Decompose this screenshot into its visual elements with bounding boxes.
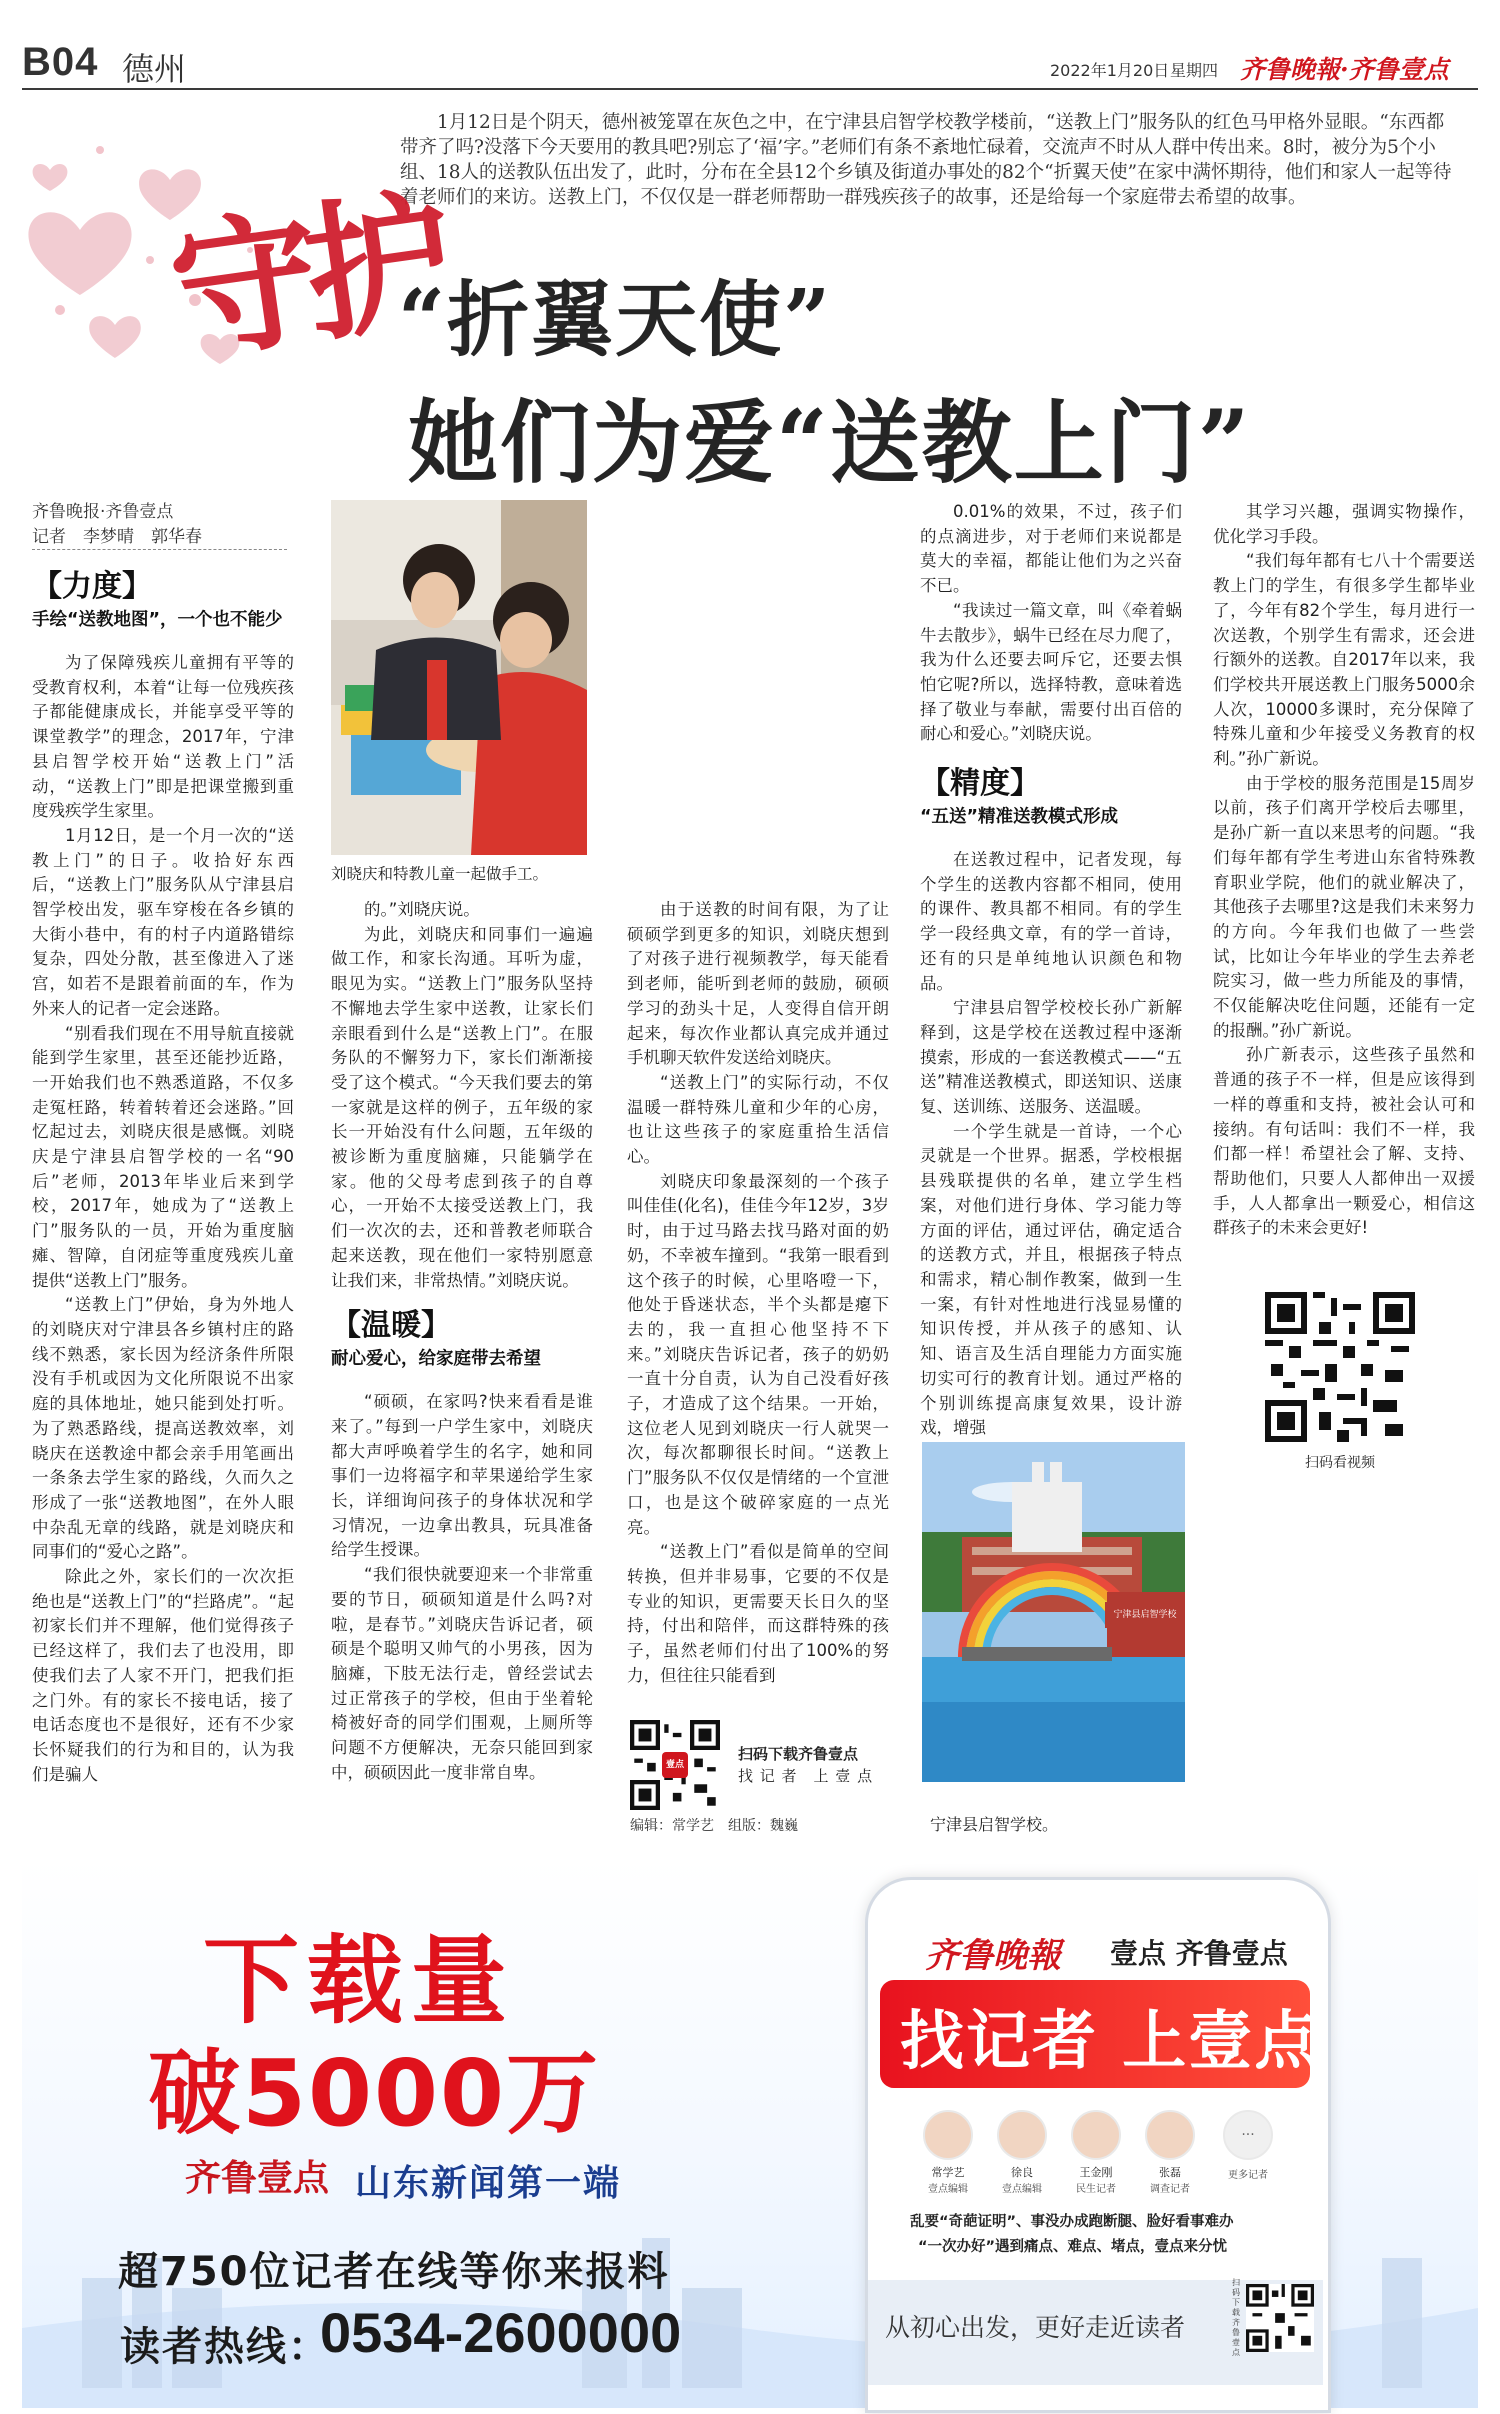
byline-source: 齐鲁晚报·齐鲁壹点 [32, 502, 174, 522]
section-sub-lidu: 手绘“送教地图”，一个也不能少 [32, 610, 283, 630]
masthead-brand: 齐鲁晚報·齐鲁壹点 [1240, 55, 1449, 84]
phone-text-line-2: “一次办好”遇到痛点、难点、堵点，壹点来分忧 [918, 2239, 1228, 2255]
photo-caption-2: 宁津县启智学校。 [930, 1815, 1059, 1834]
reporter-card[interactable] [922, 2110, 974, 2195]
reporter-role: 壹点编辑 [928, 2184, 968, 2195]
ad-breakthrough-headline: 破5000万 [148, 2040, 601, 2147]
column-2 [331, 898, 593, 1786]
paragraph: “硕硕，在家吗?快来看看是谁来了。”每到一户学生家中，刘晓庆都大声呼唤着学生的名字，她和同事们一边将福字和苹果递给学生家长，详细询问孩子的身体状况和学习情况，一边拿出教具，玩具准备给学生授课。 [331, 1392, 593, 1560]
paragraph: “我们很快就要迎来一个非常重要的节日，硕硕知道是什么吗?对啦，是春节。”刘晓庆告诉记者，硕硕是个聪明又帅气的小男孩，因为脑瘫，下肢无法行走，曾经尝试去过正常孩子的学校，但由于坐着轮椅被好奇的同学们围观，上厕所等问题不方便解决，无奈只能回到家中，硕硕因此一度非常自卑。 [331, 1565, 593, 1782]
phone-banner-text: 找记者 上壹点 [900, 2005, 1321, 2079]
editors-credit: 编辑：常学艺 组版：魏巍 [630, 1818, 798, 1834]
ad-download-headline: 下载量 [203, 1925, 515, 2037]
qr-caption-slogan: 找 记 者 上 壹 点 [738, 1767, 874, 1785]
paragraph: “别看我们现在不用导航直接就能到学生家里，甚至还能抄近路，一开始我们也不熟悉道路，不仅多走冤枉路，转着转着还会迷路。”回忆起过去，刘晓庆很是感慨。刘晓庆是宁津县启智学校的一名“90后”老师，2013年毕业后来到学校，2017年，她成为了“送教上门”服务队的一员，开始为重度脑瘫、智障，自闭症等重度残疾儿童提供“送教上门”服务。 [32, 1023, 294, 1290]
reporter-role: 民生记者 [1076, 2184, 1116, 2195]
paragraph: 一个学生就是一首诗，一个心灵就是一个世界。据悉，学校根据县残联提供的名单，建立学生档案，对他们进行身体、学习能力等方面的评估，通过评估，确定适合的送教方式，并且，根据孩子特点和需求，精心制作教案，做到一生一案，有针对性地进行浅显易懂的知识传授，并从孩子的感知、认知、语言及生活自理能力方面实施切实可行的教育计划。通过严格的个别训练提高康复效果，设计游戏，增强 [920, 1121, 1182, 1438]
column-5 [1213, 500, 1475, 1241]
qr-caption-download: 扫码下载齐鲁壹点 [738, 1745, 859, 1763]
title-art-shouhu: 守护 [160, 172, 451, 382]
paragraph: 在送教过程中，记者发现，每个学生的送教内容都不相同，使用的课件、教具都不相同。有的学生学一段经典文章，有的学一首诗，还有的只是单纯地认识颜色和物品。 [920, 850, 1182, 993]
section-sub-wennuan: 耐心爱心，给家庭带去希望 [331, 1349, 541, 1370]
paragraph: “我们每年都有七八十个需要送教上门的学生，有很多学生都毕业了，今年有82个学生，每月进行一次送教，个别学生有需求，还会进行额外的送教。自2017年以来，我们学校共开展送教上门服务5000余人次，10000多课时，充分保障了特殊儿童和少年接受义务教育的权利。”孙广新说。 [1213, 551, 1475, 769]
section-head-lidu: 【力度】 [32, 569, 152, 604]
reporter-name: 常学艺 [931, 2166, 965, 2179]
paragraph: 除此之外，家长们的一次次拒绝也是“送教上门”的“拦路虎”。“起初家长们并不理解，他们觉得孩子已经这样了，我们去了也没用，即使我们去了人家不开门，把我们拒之门外。有的家长不接电话，接了电话态度也不是很好，还有不少家长怀疑我们的行为和目的，认为我们是骗人 [32, 1567, 294, 1784]
paragraph: 0.01%的效果，不过，孩子们的点滴进步，对于老师们来说都是莫大的幸福，都能让他们为之兴奋不已。 [920, 502, 1182, 596]
photo-teacher-with-child [331, 500, 587, 855]
phone-brand-app: 壹点 齐鲁壹点 [1110, 1937, 1288, 1970]
paragraph: 1月12日，是一个月一次的“送教上门”的日子。收拾好东西后，“送教上门”服务队从宁津县启智学校出发，驱车穿梭在各乡镇的大街小巷中，有的村子内道路错综复杂，四处分散，甚至像进入了迷宫，如若不是跟着前面的车，作为外来人的记者一定会迷路。 [32, 825, 294, 1018]
paragraph: 为此，刘晓庆和同事们一遍遍做工作，和家长沟通。耳听为虚，眼见为实。“送教上门”服务队坚持不懈地去学生家中送教，让家长们亲眼看到什么是“送教上门”。在服务队的不懈努力下，家长们渐渐接受了这个模式。“今天我们要去的第一家就是这样的例子，五年级的家长一开始没有什么问题，五年级的被诊断为重度脑瘫，只能躺学在家。他的父母考虑到孩子的自尊心，一开始不太接受送教上门，我们一次次的去，还和普教老师联合起来送教，现在他们一家特别愿意让我们来，非常热情。”刘晓庆说。 [331, 924, 593, 1290]
byline-reporters: 记者 李梦晴 郭华春 [32, 527, 202, 547]
byline-rule [32, 549, 287, 550]
reporter-role: 调查记者 [1150, 2184, 1190, 2195]
paragraph: “送教上门”看似是简单的空间转换，但并非易事，它要的不仅是专业的知识，更需要天长日久的坚持，付出和陪伴，而这群特殊的孩子，虽然老师们付出了100%的努力，但往往只能看到 [627, 1542, 889, 1685]
section-head-wennuan: 【温暖】 [331, 1308, 451, 1344]
page-number: B04 [22, 40, 99, 84]
photo-caption-1: 刘晓庆和特教儿童一起做手工。 [331, 865, 549, 883]
phone-side-caption: 扫码下载齐鲁壹点 [1232, 2278, 1240, 2357]
section-head-jingdu: 【精度】 [920, 766, 1040, 802]
issue-date: 2022年1月20日 [1050, 61, 1170, 80]
reporter-role: 更多记者 [1228, 2170, 1268, 2181]
headline-line-1: “折翼天使” [398, 272, 833, 368]
paragraph: 刘晓庆印象最深刻的一个孩子叫佳佳(化名)，佳佳今年12岁，3岁时，由于过马路去找马路对面的奶奶，不幸被车撞到。“我第一眼看到这个孩子的时候，心里咯噔一下，他处于昏迷状态，半个头都是瘪下去的，我一直担心他坚持不下来。”刘晓庆告诉记者，孩子的奶奶一直十分自责，认为自己没看好孩子，才造成了这个结果。一开始，这位老人见到刘晓庆一行人就哭一次，每次都聊很长时间。“送教上门”服务队不仅仅是情绪的一个宣泄口，也是这个破碎家庭的一点光亮。 [627, 1171, 889, 1537]
ad-hotline-label: 读者热线： [120, 2324, 330, 2370]
reporter-name: 张磊 [1159, 2166, 1181, 2179]
reporter-name: 王金刚 [1079, 2166, 1113, 2179]
paragraph: 由于学校的服务范围是15周岁以前，孩子们离开学校后去哪里，是孙广新一直以来思考的问题。“我们每年都有学生考进山东省特殊教育职业学院，他们的就业解决了，其他孩子去哪里?这是我们未来努力的方向。今年我们也做了一些尝试，比如让今年毕业的学生去养老院实习，做一些力所能及的事情，不仅能解决吃住问题，还能有一定的报酬。”孙广新说。 [1213, 773, 1475, 1040]
school-sign-text: 宁津县启智学校 [1105, 1602, 1185, 1628]
lead-paragraph: 1月12日是个阴天，德州被笼罩在灰色之中，在宁津县启智学校教学楼前，“送教上门”服务队的红色马甲格外显眼。“东西都带齐了吗?没落下今天要用的教具吧?别忘了‘福’字。”老师们有条不紊地忙碌着，交流声不时从人群中传出来。8时，被分为5个小组、18人的送教队伍出发了，此时，分布在全县12个乡镇及街道办事处的82个“折翼天使”在家中满怀期待，他们和家人一起等待着老师们的来访。送教上门，不仅仅是一群老师帮助一群残疾孩子的故事，还是给每一个家庭带去希望的故事。 [400, 112, 1452, 208]
ad-brand: 齐鲁壹点 [185, 2157, 330, 2199]
phone-brand-newspaper: 齐鲁晚報 [925, 1936, 1061, 1976]
section-region: 德州 [122, 50, 187, 88]
avatar [923, 2110, 973, 2160]
qr-caption-video: 扫码看视频 [1305, 1455, 1375, 1471]
avatar [997, 2110, 1047, 2160]
ad-slogan: 山东新闻第一端 [355, 2163, 622, 2204]
reporter-card[interactable] [1144, 2110, 1196, 2195]
column-4 [920, 500, 1182, 1441]
paragraph: 为了保障残疾儿童拥有平等的受教育权利，本着“让每一位残疾孩子都能健康成长，并能享受平等的课堂教学”的理念，2017年，宁津县启智学校开始“送教上门”活动，“送教上门”即是把课堂搬到重度残疾学生家里。 [32, 653, 294, 821]
paragraph: 的。”刘晓庆说。 [364, 900, 480, 919]
qr-app-logo: 壹点 [662, 1752, 688, 1778]
reporter-role: 壹点编辑 [1002, 2184, 1042, 2195]
ad-hotline-number[interactable]: 0534-2600000 [320, 2301, 682, 2364]
issue-weekday: 星期四 [1170, 61, 1219, 80]
more-reporters-button[interactable] [1222, 2110, 1274, 2181]
column-3 [627, 898, 889, 1689]
paragraph: 宁津县启智学校校长孙广新解释到，这是学校在送教过程中逐渐摸索，形成的一套送教模式——“五送”精准送教模式，即送知识、送康复、送训练、送服务、送温暖。 [920, 998, 1182, 1117]
ad-reporters-online: 超750位记者在线等你来报料 [118, 2249, 670, 2295]
reporter-card[interactable] [1070, 2110, 1122, 2195]
avatar [1145, 2110, 1195, 2160]
column-1 [32, 568, 294, 1787]
paragraph: “送教上门”的实际行动，不仅温暖一群特殊儿童和少年的心房，也让这些孩子的家庭重拾生活信心。 [627, 1072, 889, 1167]
phone-text-line-1: 乱要“奇葩证明”、事没办成跑断腿、脸好看事难办 [910, 2214, 1234, 2230]
phone-closing-slogan: 从初心出发，更好走近读者 [885, 2313, 1186, 2342]
avatar [1071, 2110, 1121, 2160]
paragraph: “我读过一篇文章，叫《牵着蜗牛去散步》，蜗牛已经在尽力爬了，我为什么还要去呵斥它，还要去惧怕它呢?所以，选择特教，意味着选择了敬业与奉献，需要付出百倍的耐心和爱心。”刘晓庆说。 [920, 600, 1182, 744]
paragraph: 孙广新表示，这些孩子虽然和普通的孩子不一样，但是应该得到一样的尊重和支持，被社会认可和接纳。有句话叫：我们不一样，我们都一样！希望社会了解、支持、帮助他们，只要人人都伸出一双援手，人人都拿出一颗爱心，相信这群孩子的未来会更好! [1213, 1045, 1475, 1238]
reporter-card[interactable] [996, 2110, 1048, 2195]
qr-code-ad[interactable] [1246, 2284, 1314, 2352]
paragraph: “送教上门”伊始，身为外地人的刘晓庆对宁津县各乡镇村庄的路线不熟悉，家长因为经济条件所限没有手机或因为文化所限说不出家庭的具体地址，她只能到处打听。为了熟悉路线，提高送教效率，刘晓庆在送教途中都会亲手用笔画出一条条去学生家的路线，久而久之形成了一张“送教地图”，在外人眼中杂乱无章的线路，就是刘晓庆和同事们的“爱心之路”。 [32, 1295, 294, 1562]
more-icon: ··· [1223, 2110, 1273, 2160]
headline-line-2: 她们为爱“送教上门” [408, 390, 1252, 496]
section-sub-jingdu: “五送”精准送教模式形成 [920, 807, 1119, 828]
header-rule [22, 88, 1478, 90]
qr-code-video[interactable] [1265, 1292, 1415, 1442]
paragraph: 由于送教的时间有限，为了让硕硕学到更多的知识，刘晓庆想到了对孩子进行视频教学，每天能看到老师，能听到老师的鼓励，硕硕学习的劲头十足，人变得自信开朗起来，每次作业都认真完成并通过手机聊天软件发送给刘晓庆。 [627, 900, 889, 1068]
reporter-name: 徐良 [1011, 2166, 1033, 2179]
paragraph: 其学习兴趣，强调实物操作，优化学习手段。 [1213, 502, 1475, 546]
